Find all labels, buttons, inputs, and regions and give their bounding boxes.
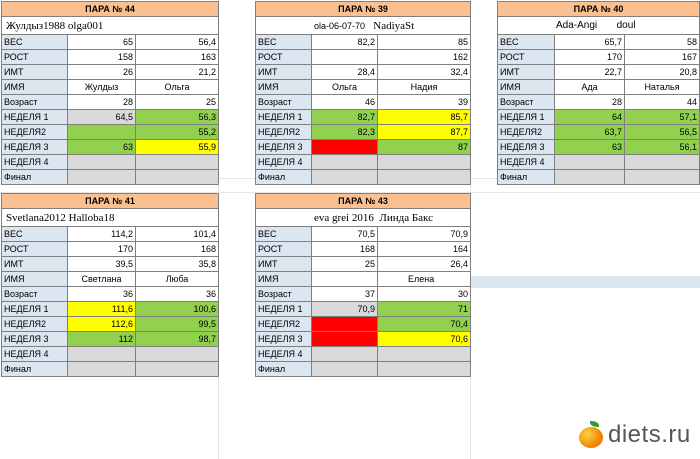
final-1 (68, 170, 136, 185)
name-1: Ольга (312, 80, 378, 95)
nicknames-row (498, 17, 700, 35)
pair-title: ПАРА № 43 (256, 194, 471, 209)
week4-2 (136, 155, 219, 170)
height-2: 167 (625, 50, 700, 65)
row-highlight (470, 276, 700, 288)
row-label-bmi: ИМТ (498, 65, 555, 80)
age-2: 44 (625, 95, 700, 110)
final-1 (555, 170, 625, 185)
name-1: Светлана (68, 272, 136, 287)
week1-2: 71 (378, 302, 471, 317)
nicknames-row (2, 17, 219, 35)
row-label-final: Финал (498, 170, 555, 185)
row-label-name: ИМЯ (256, 272, 312, 287)
week4-1 (312, 347, 378, 362)
pair-43-table (255, 193, 471, 377)
row-label-final: Финал (256, 362, 312, 377)
bmi-2: 20,8 (625, 65, 700, 80)
row-label-final: Финал (256, 170, 312, 185)
pair-44-table (1, 1, 219, 185)
apple-icon (578, 421, 604, 449)
row-label-height: РОСТ (498, 50, 555, 65)
row-label-bmi: ИМТ (256, 257, 312, 272)
row-label-week2: НЕДЕЛЯ2 (2, 317, 68, 332)
row-label-name: ИМЯ (2, 272, 68, 287)
week1-2: 100,6 (136, 302, 219, 317)
row-label-week2: НЕДЕЛЯ2 (256, 317, 312, 332)
row-label-name: ИМЯ (256, 80, 312, 95)
row-label-week3: НЕДЕЛЯ 3 (256, 332, 312, 347)
week3-1: 63 (68, 140, 136, 155)
age-2: 25 (136, 95, 219, 110)
row-label-bmi: ИМТ (2, 65, 68, 80)
row-label-week4: НЕДЕЛЯ 4 (2, 347, 68, 362)
week1-2: 56,3 (136, 110, 219, 125)
week3-2: 98,7 (136, 332, 219, 347)
height-2: 162 (378, 50, 471, 65)
row-label-height: РОСТ (2, 242, 68, 257)
week4-1 (312, 155, 378, 170)
row-label-name: ИМЯ (2, 80, 68, 95)
height-1: 170 (68, 242, 136, 257)
week3-2: 55,9 (136, 140, 219, 155)
nickname-1: Жулдыз1988 (6, 19, 66, 32)
bmi-1: 22,7 (555, 65, 625, 80)
height-1: 158 (68, 50, 136, 65)
row-label-age: Возраст (256, 95, 312, 110)
week3-2: 70,6 (378, 332, 471, 347)
bmi-1: 26 (68, 65, 136, 80)
week4-1 (68, 155, 136, 170)
pair-41-table (1, 193, 219, 377)
final-2 (378, 362, 471, 377)
height-1: 168 (312, 242, 378, 257)
week3-1 (312, 140, 378, 155)
week1-1: 64,5 (68, 110, 136, 125)
weight-2: 101,4 (136, 227, 219, 242)
row-label-age: Возраст (498, 95, 555, 110)
pair-39-table (255, 1, 471, 185)
weight-1: 65,7 (555, 35, 625, 50)
row-label-week1: НЕДЕЛЯ 1 (256, 110, 312, 125)
name-1 (312, 272, 378, 287)
week1-1: 82,7 (312, 110, 378, 125)
row-label-week1: НЕДЕЛЯ 1 (2, 110, 68, 125)
site-logo (578, 420, 691, 450)
name-2: Елена (378, 272, 471, 287)
final-2 (136, 170, 219, 185)
logo-text: diets.ru (608, 421, 691, 448)
week3-2: 56,1 (625, 140, 700, 155)
week3-2: 87 (378, 140, 471, 155)
row-label-week3: НЕДЕЛЯ 3 (498, 140, 555, 155)
week3-1 (312, 332, 378, 347)
row-label-weight: ВЕС (498, 35, 555, 50)
final-1 (312, 170, 378, 185)
name-2: Надия (378, 80, 471, 95)
row-label-age: Возраст (2, 95, 68, 110)
week1-1: 70,9 (312, 302, 378, 317)
row-label-weight: ВЕС (256, 227, 312, 242)
row-label-final: Финал (2, 170, 68, 185)
name-1: Жулдыз (68, 80, 136, 95)
age-1: 28 (68, 95, 136, 110)
final-2 (136, 362, 219, 377)
name-2: Ольга (136, 80, 219, 95)
pair-title: ПАРА № 44 (2, 2, 219, 17)
row-label-week2: НЕДЕЛЯ2 (2, 125, 68, 140)
week2-1: 112,6 (68, 317, 136, 332)
week4-2 (378, 155, 471, 170)
nickname-2: doul (616, 19, 636, 31)
age-2: 39 (378, 95, 471, 110)
week2-1 (68, 125, 136, 140)
row-label-final: Финал (2, 362, 68, 377)
weight-1: 65 (68, 35, 136, 50)
week1-2: 85,7 (378, 110, 471, 125)
row-label-week3: НЕДЕЛЯ 3 (256, 140, 312, 155)
week4-1 (555, 155, 625, 170)
row-label-week2: НЕДЕЛЯ2 (498, 125, 555, 140)
row-label-age: Возраст (256, 287, 312, 302)
row-label-week1: НЕДЕЛЯ 1 (498, 110, 555, 125)
nicknames-row (256, 209, 471, 227)
bmi-1: 28,4 (312, 65, 378, 80)
row-label-bmi: ИМТ (256, 65, 312, 80)
week4-2 (625, 155, 700, 170)
nickname-1: Ada-Angi (556, 19, 598, 31)
weight-2: 85 (378, 35, 471, 50)
final-1 (68, 362, 136, 377)
weight-1: 82,2 (312, 35, 378, 50)
week1-1: 111,6 (68, 302, 136, 317)
row-label-week1: НЕДЕЛЯ 1 (2, 302, 68, 317)
height-1 (312, 50, 378, 65)
week2-2: 87,7 (378, 125, 471, 140)
row-label-height: РОСТ (2, 50, 68, 65)
bmi-1: 39,5 (68, 257, 136, 272)
name-2: Наталья (625, 80, 700, 95)
age-1: 28 (555, 95, 625, 110)
row-label-week3: НЕДЕЛЯ 3 (2, 332, 68, 347)
nickname-2: Линда Бакс (379, 211, 433, 224)
name-2: Люба (136, 272, 219, 287)
week1-1: 64 (555, 110, 625, 125)
week2-2: 70,4 (378, 317, 471, 332)
week1-2: 57,1 (625, 110, 700, 125)
final-2 (625, 170, 700, 185)
height-2: 163 (136, 50, 219, 65)
weight-2: 58 (625, 35, 700, 50)
age-2: 30 (378, 287, 471, 302)
row-label-height: РОСТ (256, 242, 312, 257)
nickname-2: NadiyaSt (373, 19, 415, 32)
row-label-age: Возраст (2, 287, 68, 302)
nickname-1: eva grei 2016 (314, 211, 374, 224)
nickname-2: olga001 (67, 19, 104, 32)
nicknames-row (256, 17, 471, 35)
height-2: 168 (136, 242, 219, 257)
week4-1 (68, 347, 136, 362)
pair-title: ПАРА № 39 (256, 2, 471, 17)
weight-2: 70,9 (378, 227, 471, 242)
row-label-name: ИМЯ (498, 80, 555, 95)
name-1: Ада (555, 80, 625, 95)
row-label-weight: ВЕС (2, 35, 68, 50)
week2-2: 56,5 (625, 125, 700, 140)
row-label-week4: НЕДЕЛЯ 4 (256, 155, 312, 170)
nickname-2: Halloba18 (68, 211, 115, 224)
row-label-bmi: ИМТ (2, 257, 68, 272)
age-1: 37 (312, 287, 378, 302)
row-label-height: РОСТ (256, 50, 312, 65)
row-label-week2: НЕДЕЛЯ2 (256, 125, 312, 140)
weight-2: 56,4 (136, 35, 219, 50)
row-label-week1: НЕДЕЛЯ 1 (256, 302, 312, 317)
week2-1: 63,7 (555, 125, 625, 140)
row-label-weight: ВЕС (256, 35, 312, 50)
week2-2: 99,5 (136, 317, 219, 332)
week4-2 (136, 347, 219, 362)
week3-1: 63 (555, 140, 625, 155)
week2-1 (312, 317, 378, 332)
pair-title: ПАРА № 41 (2, 194, 219, 209)
week2-1: 82,3 (312, 125, 378, 140)
nickname-1: ola-06-07-70 (314, 20, 366, 31)
bmi-2: 32,4 (378, 65, 471, 80)
bmi-1: 25 (312, 257, 378, 272)
bmi-2: 26,4 (378, 257, 471, 272)
row-label-weight: ВЕС (2, 227, 68, 242)
nicknames-row (2, 209, 219, 227)
final-1 (312, 362, 378, 377)
height-2: 164 (378, 242, 471, 257)
nickname-1: Svetlana2012 (6, 211, 66, 224)
height-1: 170 (555, 50, 625, 65)
row-label-week4: НЕДЕЛЯ 4 (2, 155, 68, 170)
weight-1: 114,2 (68, 227, 136, 242)
week4-2 (378, 347, 471, 362)
bmi-2: 35,8 (136, 257, 219, 272)
bmi-2: 21,2 (136, 65, 219, 80)
row-label-week4: НЕДЕЛЯ 4 (256, 347, 312, 362)
row-label-week4: НЕДЕЛЯ 4 (498, 155, 555, 170)
pair-title: ПАРА № 40 (498, 2, 700, 17)
row-label-week3: НЕДЕЛЯ 3 (2, 140, 68, 155)
weight-1: 70,5 (312, 227, 378, 242)
pair-40-table (497, 1, 700, 185)
age-1: 36 (68, 287, 136, 302)
final-2 (378, 170, 471, 185)
age-2: 36 (136, 287, 219, 302)
age-1: 46 (312, 95, 378, 110)
week2-2: 55,2 (136, 125, 219, 140)
week3-1: 112 (68, 332, 136, 347)
